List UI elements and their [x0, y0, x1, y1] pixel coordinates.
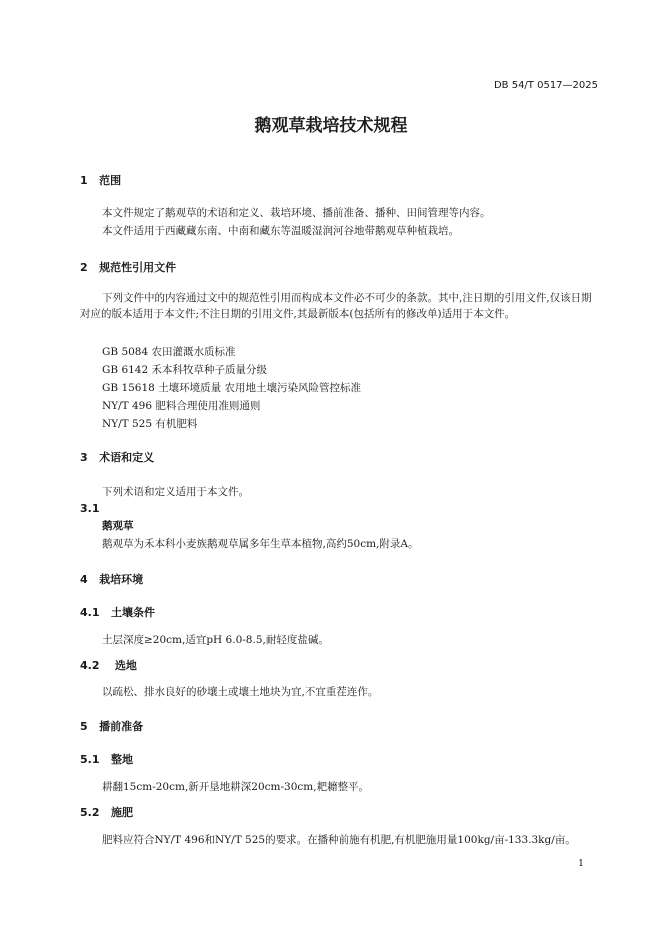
document-title: 鹅观草栽培技术规程	[254, 116, 408, 136]
reference-item: GB 5084 农田灌溉水质标准	[102, 346, 236, 358]
section-2-number: 2	[80, 261, 88, 274]
section-1-paragraph-2: 本文件适用于西藏藏东南、中南和藏东等温暖湿润河谷地带鹅观草种植栽培。	[102, 225, 459, 237]
section-2-heading	[80, 259, 176, 275]
section-3-title: 术语和定义	[99, 451, 155, 464]
subsection-5-2-title: 施肥	[111, 806, 133, 819]
reference-item: NY/T 496 肥料合理使用准则通则	[102, 400, 261, 412]
section-4-title: 栽培环境	[99, 573, 144, 586]
section-5-heading	[80, 718, 143, 734]
subsection-4-1-title: 土壤条件	[111, 606, 155, 619]
section-4-heading	[80, 571, 143, 587]
section-1-paragraph-1: 本文件规定了鹅观草的术语和定义、栽培环境、播前准备、播种、田间管理等内容。	[102, 207, 491, 219]
section-4-number: 4	[80, 573, 88, 586]
subsection-5-2-number: 5.2	[80, 806, 100, 819]
term-3-1-number: 3.1	[80, 502, 100, 515]
term-3-1-term: 鹅观草	[102, 520, 134, 532]
reference-item: GB 15618 土壤环境质量 农用地土壤污染风险管控标准	[102, 382, 362, 394]
subsection-4-2-title: 选地	[114, 659, 137, 672]
section-3-heading	[80, 449, 154, 465]
section-3-paragraph-1: 下列术语和定义适用于本文件。	[102, 486, 249, 498]
section-2-paragraph-1: 下列文件中的内容通过文中的规范性引用而构成本文件必不可少的条款。其中,注日期的引用文件,仅该日期对应的版本适用于本文件;不注日期的引用文件,其最新版本(包括所有的修改单)适用于本文件。	[80, 292, 592, 320]
subsection-5-1-title: 整地	[111, 753, 133, 766]
section-1-number: 1	[80, 174, 88, 187]
term-3-1-definition: 鹅观草为禾本科小麦族鹅观草属多年生草本植物,高约50cm,附录A。	[102, 538, 419, 550]
subsection-5-1-paragraph: 耕翻15cm-20cm,新开垦地耕深20cm-30cm,耙耱整平。	[102, 781, 370, 793]
section-1-title: 范围	[99, 174, 122, 187]
standard-code: DB 54/T 0517—2025	[493, 80, 598, 91]
section-5-title: 播前准备	[99, 720, 144, 733]
subsection-5-2-paragraph: 肥料应符合NY/T 496和NY/T 525的要求。在播种前施有机肥,有机肥施用量100kg/亩-133.3kg/亩。	[102, 834, 576, 846]
subsection-5-1-number: 5.1	[80, 753, 100, 766]
section-5-number: 5	[80, 720, 88, 733]
subsection-4-2-heading	[80, 657, 137, 673]
section-1-heading	[80, 172, 121, 188]
section-3-number: 3	[80, 451, 88, 464]
subsection-4-1-paragraph: 土层深度≥20cm,适宜pH 6.0-8.5,耐轻度盐碱。	[102, 634, 329, 646]
subsection-5-1-heading	[80, 751, 133, 767]
section-2-title: 规范性引用文件	[99, 261, 177, 274]
subsection-4-2-paragraph: 以疏松、排水良好的砂壤土或壤土地块为宜,不宜重茬连作。	[102, 686, 379, 698]
subsection-4-1-heading	[80, 604, 155, 620]
reference-item: NY/T 525 有机肥料	[102, 418, 198, 430]
subsection-4-2-number: 4.2	[80, 659, 100, 672]
subsection-5-2-heading	[80, 804, 133, 820]
page-number: 1	[577, 858, 584, 869]
reference-item: GB 6142 禾本科牧草种子质量分级	[102, 364, 268, 376]
subsection-4-1-number: 4.1	[80, 606, 100, 619]
